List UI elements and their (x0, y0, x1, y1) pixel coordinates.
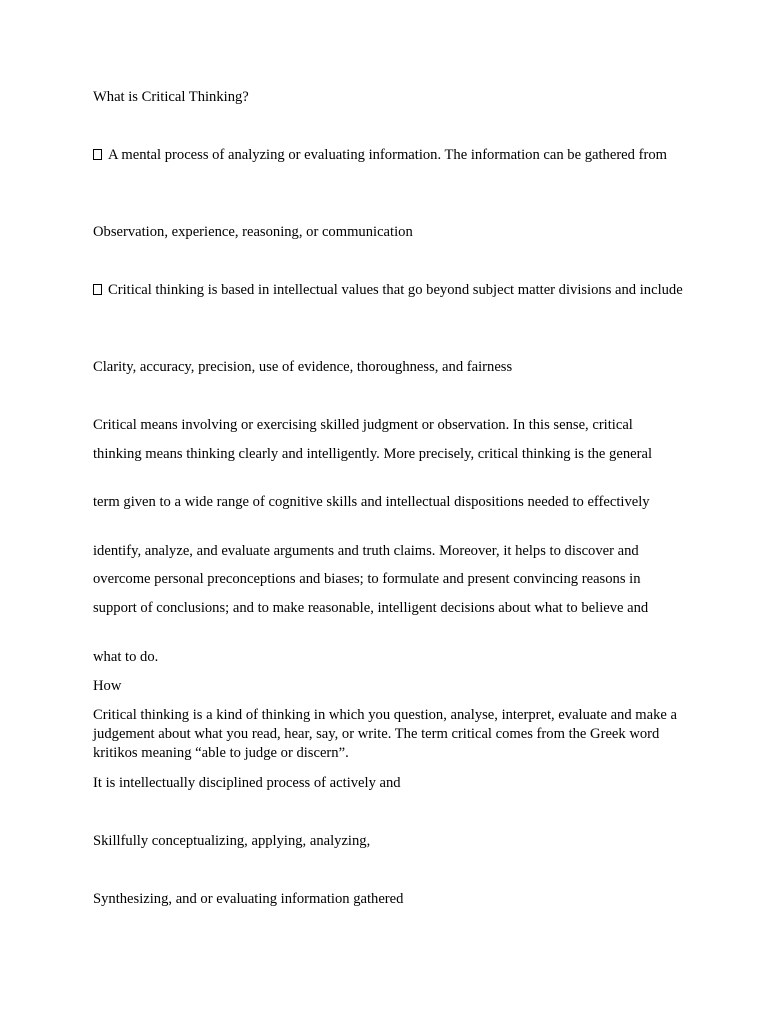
paragraph-1-line-6: support of conclusions; and to make reasonable, intelligent decisions about what to believe and (93, 600, 649, 616)
paragraph-2: Critical thinking is a kind of thinking in which you question, analyse, interpret, evaluate and make a judgement about what you read, hear, say, or write. The term critical comes from the Greek word kritikos meaning “able to judge or discern”. (93, 707, 678, 761)
paragraph-1-line-5: overcome personal preconceptions and biases; to formulate and present convincing reasons in (93, 571, 641, 587)
values-line: Clarity, accuracy, precision, use of evidence, thoroughness, and fairness (93, 359, 513, 375)
sources-line: Observation, experience, reasoning, or communication (93, 224, 413, 240)
bullet-item-2-text: Critical thinking is based in intellectual values that go beyond subject matter divisions and include (108, 282, 683, 298)
paragraph-1-line-3: term given to a wide range of cognitive skills and intellectual dispositions needed to effectively (93, 494, 650, 510)
paragraph-1-line-7: what to do. (93, 649, 159, 665)
document-title: What is Critical Thinking? (93, 89, 249, 105)
bullet-item-1 (93, 146, 683, 165)
missing-glyph-icon (93, 284, 102, 295)
how-heading: How (93, 678, 122, 694)
missing-glyph-icon (93, 149, 102, 160)
paragraph-1-line-2: thinking means thinking clearly and intelligently. More precisely, critical thinking is the general (93, 446, 653, 462)
paragraph-3: It is intellectually disciplined process of actively and (93, 775, 401, 791)
paragraph-1-line-1: Critical means involving or exercising skilled judgment or observation. In this sense, critical (93, 417, 633, 433)
bullet-item-2 (93, 281, 683, 300)
paragraph-5: Synthesizing, and or evaluating information gathered (93, 891, 404, 907)
paragraph-4: Skillfully conceptualizing, applying, analyzing, (93, 833, 371, 849)
bullet-item-1-text: A mental process of analyzing or evaluating information. The information can be gathered from (108, 147, 667, 163)
paragraph-1-line-4: identify, analyze, and evaluate arguments and truth claims. Moreover, it helps to discover and (93, 543, 639, 559)
